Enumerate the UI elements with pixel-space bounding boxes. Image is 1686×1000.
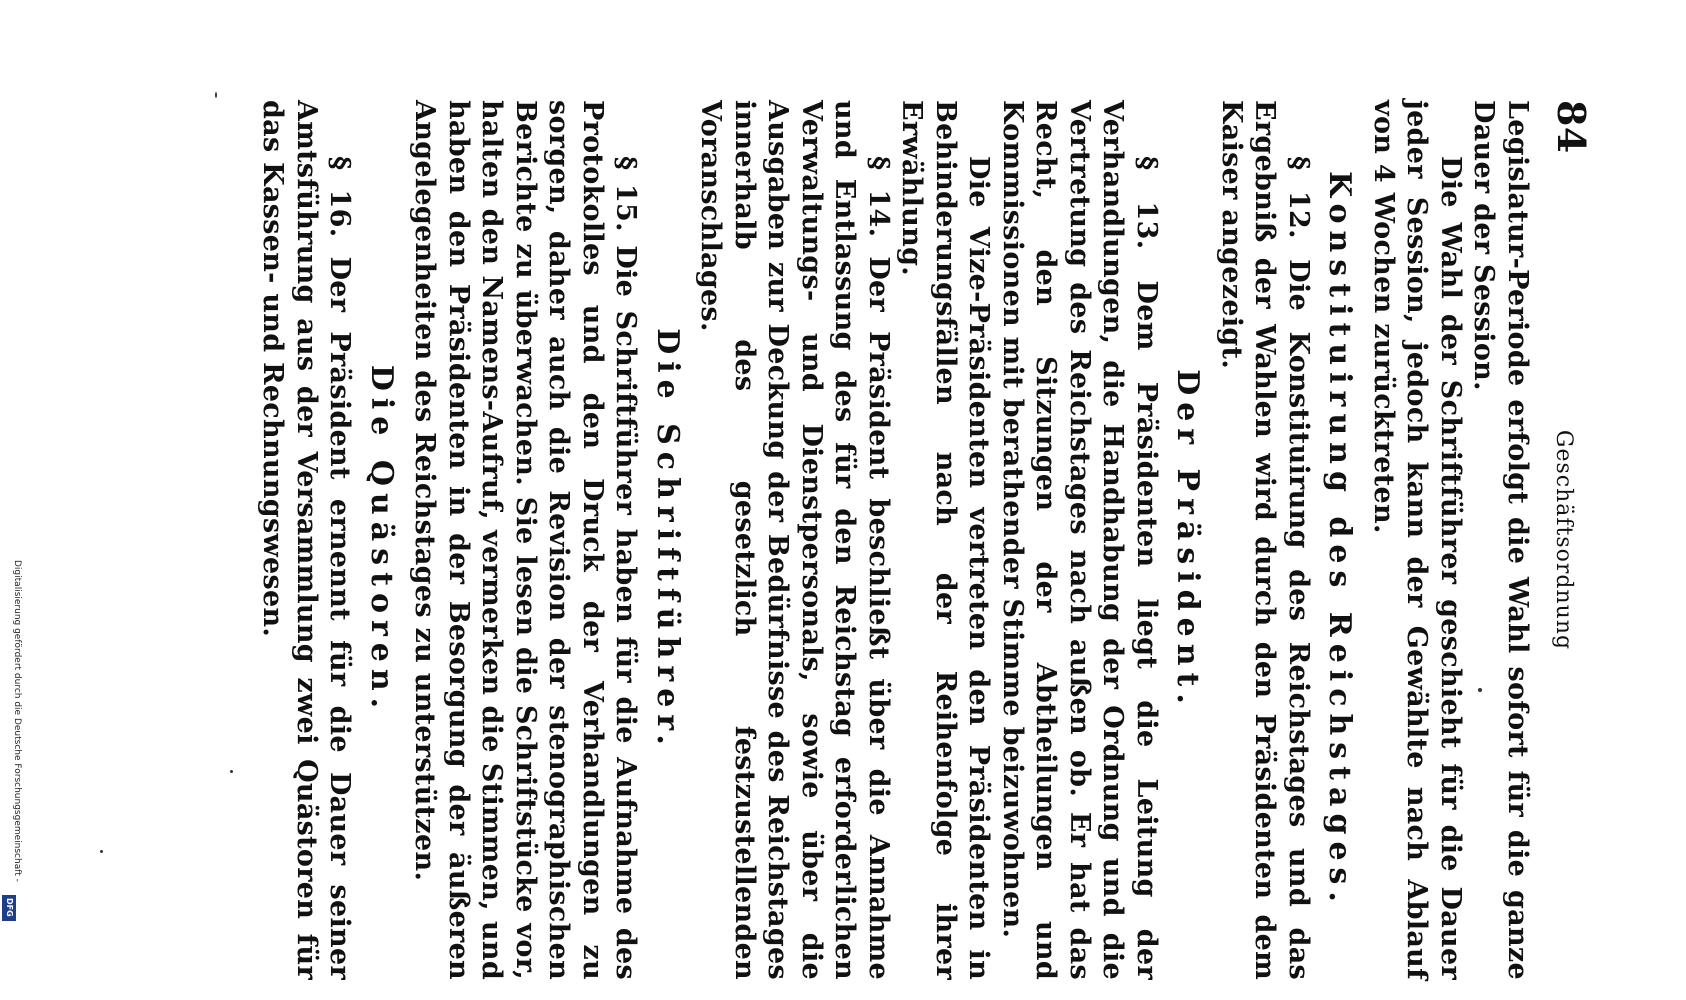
heading-praesident: Der Präsident. <box>1170 369 1206 711</box>
paragraph-14: § 14. Der Präsident beschließt über die Annahme und Entlassung des für den Reichstag erforderlichen Verwaltungs- und Dienstpersonals, sowie über die Ausgaben zur Deckung der Bedürfnisse des Reichstages innerhalb des gesetzlich festzustellenden Voranschlages. <box>695 100 894 980</box>
paragraph-12: § 12. Die Konstituirung des Reichstages und das Ergebniß der Wahlen wird durch den Präsidenten dem Kaiser angezeigt. <box>1216 100 1314 980</box>
scan-speck <box>100 850 103 853</box>
rotated-text-page <box>100 100 1594 980</box>
heading-schriftfuehrer: Die Schriftführer. <box>650 328 685 752</box>
dfg-logo <box>2 895 16 921</box>
digitization-credit <box>8 560 24 1000</box>
dfg-logo-text: DFG <box>5 898 14 917</box>
scan-speck <box>1478 688 1482 692</box>
page-header <box>1534 100 1594 980</box>
page-number: 84 <box>1549 100 1594 154</box>
paragraph-intro: Legislatur-Periode erfolgt die Wahl sofort für die ganze Dauer der Session. <box>1468 100 1533 980</box>
paragraph-15: § 15. Die Schriftführer haben für die Aufnahme des Protokolles und den Druck der Verhandlungen zu sorgen, daher auch die Revision der stenographischen Berichte zu überwachen. Sie lesen die Schriftstücke vor, halten den Namens-Aufruf, vermerken die Stimmen, und haben den Präsidenten in der Besorgung der äußeren Angelegenheiten des Reichstages zu unterstützen. <box>409 100 642 980</box>
paragraph-schriftfuehrer-wahl: Die Wahl der Schriftführer geschieht für die Dauer jeder Session, jedoch kann der Gewählte nach Ablauf von 4 Wochen zurücktreten. <box>1368 100 1466 980</box>
heading-quaestoren: Die Quästoren. <box>364 364 399 716</box>
paragraph-16: § 16. Der Präsident ernennt für die Dauer seiner Amtsführung aus der Versammlung zwei Quästoren für das Kassen- und Rechnungswesen. <box>257 100 356 980</box>
running-head: Geschäftsordnung <box>1551 429 1576 651</box>
scan-speck <box>230 770 233 773</box>
paragraph-vize: Die Vize-Präsidenten vertreten den Präsidenten in Behinderungsfällen nach der Reihenfolge ihrer Erwählung. <box>896 100 995 980</box>
scan-speck <box>215 92 217 98</box>
paragraph-13: § 13. Dem Präsidenten liegt die Leitung der Verhandlungen, die Handhabung der Ordnung und die Vertretung des Reichstages nach außen ob. Er hat das Recht, den Sitzungen der Abtheilungen und Kommissionen mit berathender Stimme beizuwohnen. <box>997 100 1162 980</box>
digitization-credit-text: Digitalisierung gefördert durch die Deutsche Forschungsgemeinschaft - <box>12 560 22 882</box>
heading-konstituirung: Konstituirung des Reichstages. <box>1322 171 1358 909</box>
